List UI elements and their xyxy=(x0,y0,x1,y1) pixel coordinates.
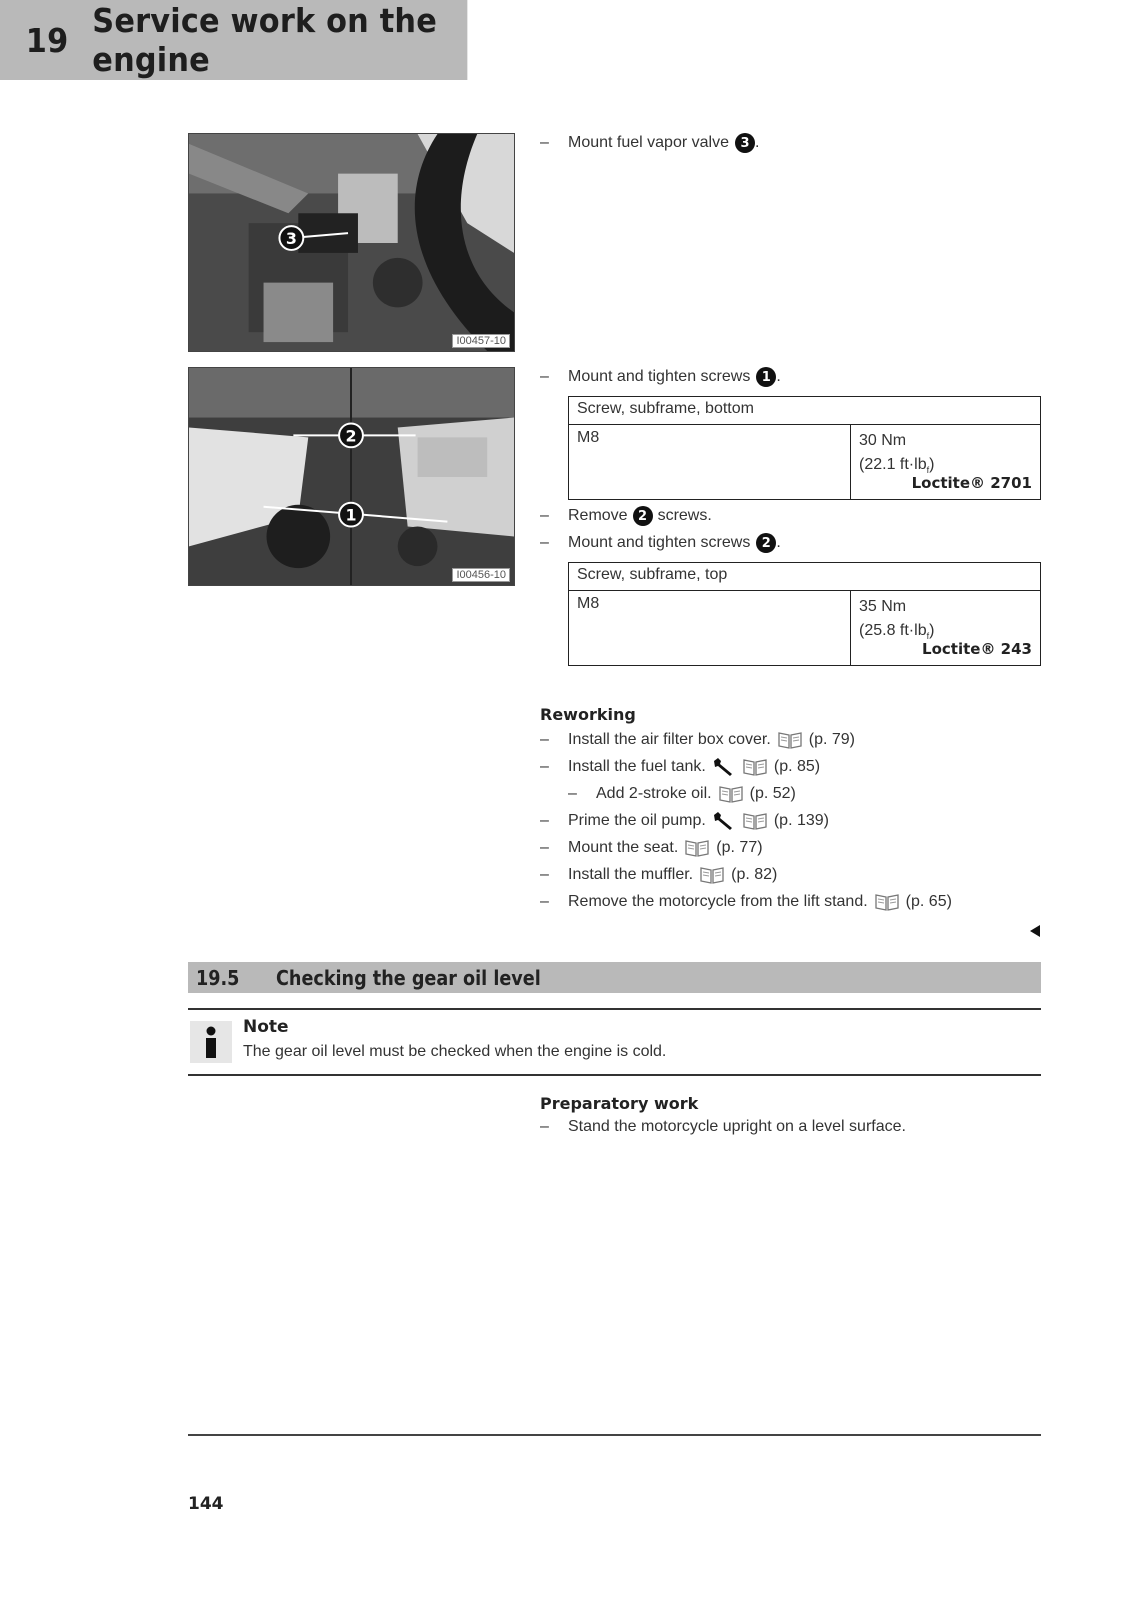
step-mount-valve xyxy=(540,133,759,153)
chapter-number: 19 xyxy=(25,20,69,60)
step-tighten-screws-2 xyxy=(540,533,781,553)
torque-imperial: (22.1 $ft\cdot lb_f$) xyxy=(859,456,935,476)
footer-rule xyxy=(188,1434,1041,1436)
note-title: Note xyxy=(243,1017,289,1037)
subframe-photo xyxy=(189,368,514,585)
item-text: Install the muffler. xyxy=(568,866,694,883)
list-item xyxy=(540,757,820,777)
callout-label-3: 3 xyxy=(285,229,297,248)
list-item xyxy=(540,1118,906,1136)
list-item xyxy=(540,838,763,858)
section-number: 19.5 xyxy=(196,965,240,990)
dash: – xyxy=(540,368,549,385)
step-remove-screws-2 xyxy=(540,506,712,526)
dash: – xyxy=(568,785,577,802)
page-ref-link[interactable]: (p. 65) xyxy=(905,893,952,910)
dash: – xyxy=(540,839,549,856)
torque-imperial: (25.8 $ft\cdot lb_f$) xyxy=(859,622,935,642)
spec-title: Screw, subframe, bottom xyxy=(569,397,1040,425)
preparatory-heading: Preparatory work xyxy=(540,1094,699,1113)
figure-code: I00456-10 xyxy=(452,568,510,582)
item-text: Prime the oil pump. xyxy=(568,812,706,829)
manual-book-icon xyxy=(742,811,768,831)
item-text: Install the fuel tank. xyxy=(568,758,706,775)
item-text: Mount the seat. xyxy=(568,839,679,856)
page-ref-link[interactable]: (p. 82) xyxy=(731,866,778,883)
engine-photo xyxy=(189,134,514,351)
step-end: . xyxy=(776,534,781,551)
list-item-sub xyxy=(568,784,796,804)
manual-book-icon xyxy=(777,730,803,750)
spec-title: Screw, subframe, top xyxy=(569,563,1040,591)
manual-book-icon xyxy=(699,865,725,885)
spec-value xyxy=(851,425,1040,499)
manual-book-icon xyxy=(874,892,900,912)
callout-marker: 3 xyxy=(735,133,755,153)
callout-marker: 2 xyxy=(633,506,653,526)
page-ref-link[interactable]: (p. 79) xyxy=(808,731,856,748)
loctite-label: Loctite® 243 xyxy=(922,640,1032,658)
spec-table-bottom xyxy=(568,396,1041,500)
dash: – xyxy=(540,866,549,883)
reworking-heading: Reworking xyxy=(540,705,636,724)
note-top-rule xyxy=(188,1008,1041,1010)
callout-label-1: 1 xyxy=(345,505,357,525)
figure-subframe-screws xyxy=(188,367,515,586)
page-ref-link[interactable]: (p. 77) xyxy=(716,839,763,856)
callout-marker: 1 xyxy=(756,367,776,387)
spec-value xyxy=(851,591,1040,665)
figure-code: I00457-10 xyxy=(452,334,510,348)
step-tighten-screws-1 xyxy=(540,367,781,387)
dash: – xyxy=(540,134,549,151)
note-bottom-rule xyxy=(188,1074,1041,1076)
page-ref-link[interactable]: (p. 85) xyxy=(773,758,821,775)
wrench-icon xyxy=(712,811,736,831)
end-of-section-icon xyxy=(1030,925,1040,937)
dash: – xyxy=(540,534,549,551)
callout-label-2: 2 xyxy=(345,426,357,446)
step-text-after: screws. xyxy=(657,507,712,524)
dash: – xyxy=(540,893,549,910)
spec-thread: M8 xyxy=(569,425,851,499)
item-text: Remove the motorcycle from the lift stand. xyxy=(568,893,868,910)
dash: – xyxy=(540,1118,549,1135)
figure-fuel-vapor-valve xyxy=(188,133,515,352)
item-text: Stand the motorcycle upright on a level surface. xyxy=(568,1118,906,1135)
dash: – xyxy=(540,812,549,829)
item-text: Add 2-stroke oil. xyxy=(596,785,712,802)
list-item xyxy=(540,892,952,912)
spec-thread: M8 xyxy=(569,591,851,665)
torque-nm: 30 Nm xyxy=(859,432,907,449)
torque-nm: 35 Nm xyxy=(859,598,907,615)
section-title: Checking the gear oil level xyxy=(276,965,541,990)
dash: – xyxy=(540,731,549,748)
page-number: 144 xyxy=(188,1494,224,1514)
manual-book-icon xyxy=(684,838,710,858)
dash: – xyxy=(540,507,549,524)
step-end: . xyxy=(754,134,760,151)
page-ref-link[interactable]: (p. 52) xyxy=(749,785,796,802)
loctite-label: Loctite® 2701 xyxy=(911,474,1032,492)
callout-marker: 2 xyxy=(756,533,776,553)
manual-book-icon xyxy=(718,784,744,804)
page-ref-link[interactable]: (p. 139) xyxy=(773,812,829,829)
note-text: The gear oil level must be checked when the engine is cold. xyxy=(243,1043,667,1060)
step-text: Mount and tighten screws xyxy=(568,534,751,551)
list-item xyxy=(540,865,777,885)
item-text: Install the air filter box cover. xyxy=(568,731,771,748)
chapter-title: Service work on the engine xyxy=(92,1,437,79)
step-text: Mount and tighten screws xyxy=(568,368,751,385)
list-item xyxy=(540,811,829,831)
dash: – xyxy=(540,758,549,775)
chapter-banner xyxy=(0,0,467,80)
step-end: . xyxy=(776,368,781,385)
step-text: Mount fuel vapor valve xyxy=(568,134,729,151)
manual-book-icon xyxy=(742,757,768,777)
wrench-icon xyxy=(712,757,736,777)
info-icon xyxy=(190,1021,232,1063)
step-text: Remove xyxy=(568,507,628,524)
spec-table-top xyxy=(568,562,1041,666)
section-heading xyxy=(188,962,1041,993)
list-item xyxy=(540,730,855,750)
